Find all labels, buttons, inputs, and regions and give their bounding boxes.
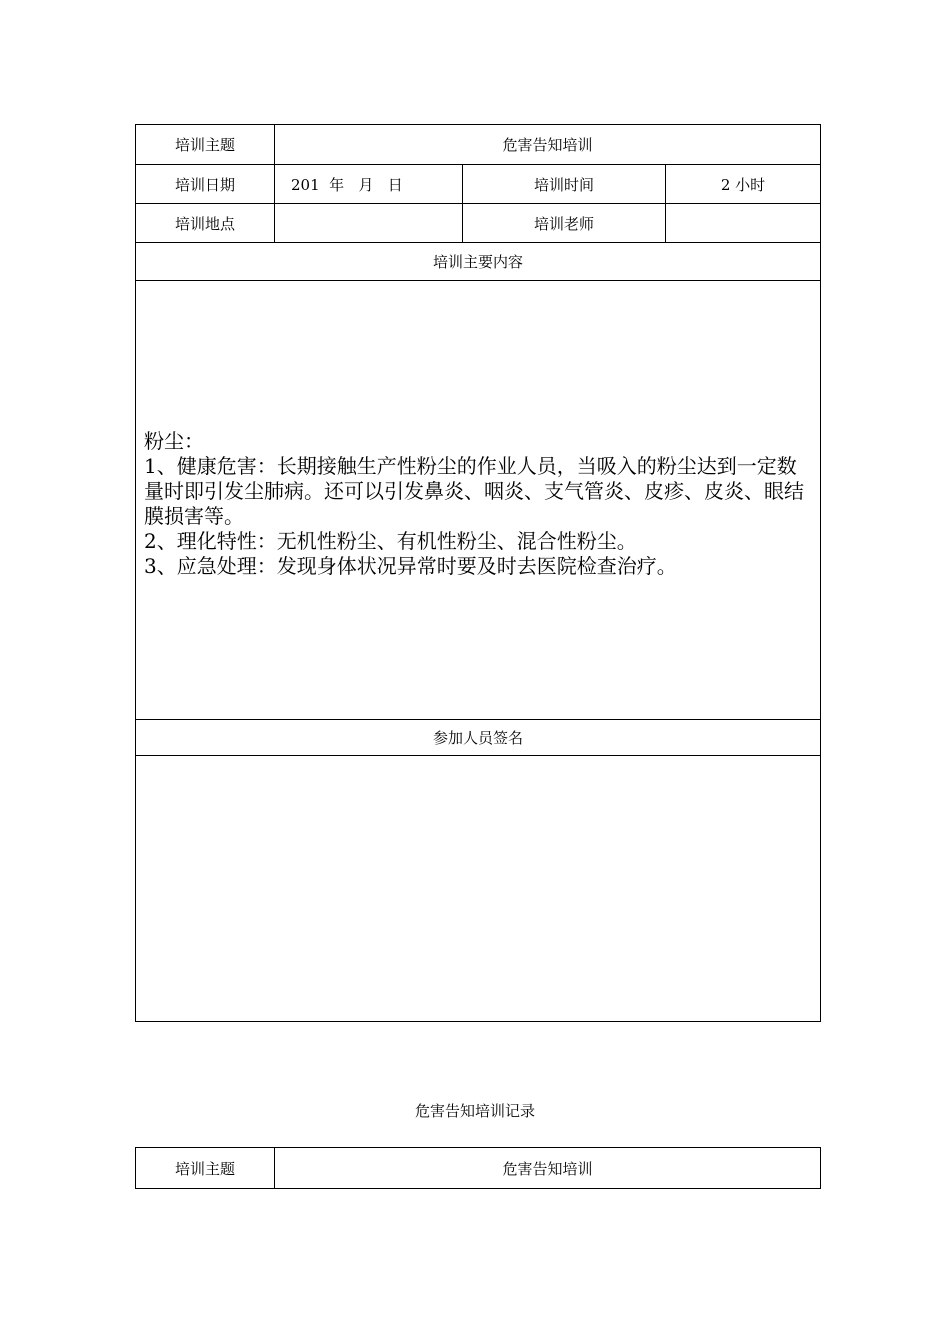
content-row (136, 281, 821, 720)
content-text-block (144, 429, 814, 579)
location-value[interactable] (275, 204, 463, 243)
date-label: 培训日期 (136, 165, 275, 204)
date-value[interactable]: 201 年 月 日 (275, 165, 463, 204)
content-line: 粉尘： (144, 429, 204, 453)
content-line: 1、健康危害：长期接触生产性粉尘的作业人员，当吸入的粉尘达到一定数量时即引发尘肺病。还可以引发鼻炎、咽炎、支气管炎、皮疹、皮炎、眼结膜损害等。 (144, 454, 804, 528)
time-value[interactable]: 2 小时 (666, 165, 821, 204)
content-line: 3、应急处理：发现身体状况异常时要及时去医院检查治疗。 (144, 554, 677, 578)
location-teacher-row (136, 204, 821, 243)
content-line: 2、理化特性：无机性粉尘、有机性粉尘、混合性粉尘。 (144, 529, 637, 553)
content-header-row (136, 243, 821, 281)
content-cell[interactable] (136, 281, 821, 720)
record-topic-row (136, 1148, 821, 1189)
signature-header-row (136, 720, 821, 756)
signature-area[interactable] (136, 756, 821, 1022)
record-title: 危害告知培训记录 (414, 1102, 535, 1120)
signature-row (136, 756, 821, 1022)
training-form-table (135, 124, 821, 1022)
record-topic-value[interactable]: 危害告知培训 (275, 1148, 821, 1189)
time-label: 培训时间 (463, 165, 666, 204)
teacher-label: 培训老师 (463, 204, 666, 243)
topic-label: 培训主题 (136, 125, 275, 165)
location-label: 培训地点 (136, 204, 275, 243)
date-time-row (136, 165, 821, 204)
record-topic-label: 培训主题 (136, 1148, 275, 1189)
teacher-value[interactable] (666, 204, 821, 243)
topic-value[interactable]: 危害告知培训 (275, 125, 821, 165)
content-header: 培训主要内容 (136, 243, 821, 281)
topic-row (136, 125, 821, 165)
record-form-table (135, 1147, 821, 1189)
signature-header: 参加人员签名 (136, 720, 821, 756)
